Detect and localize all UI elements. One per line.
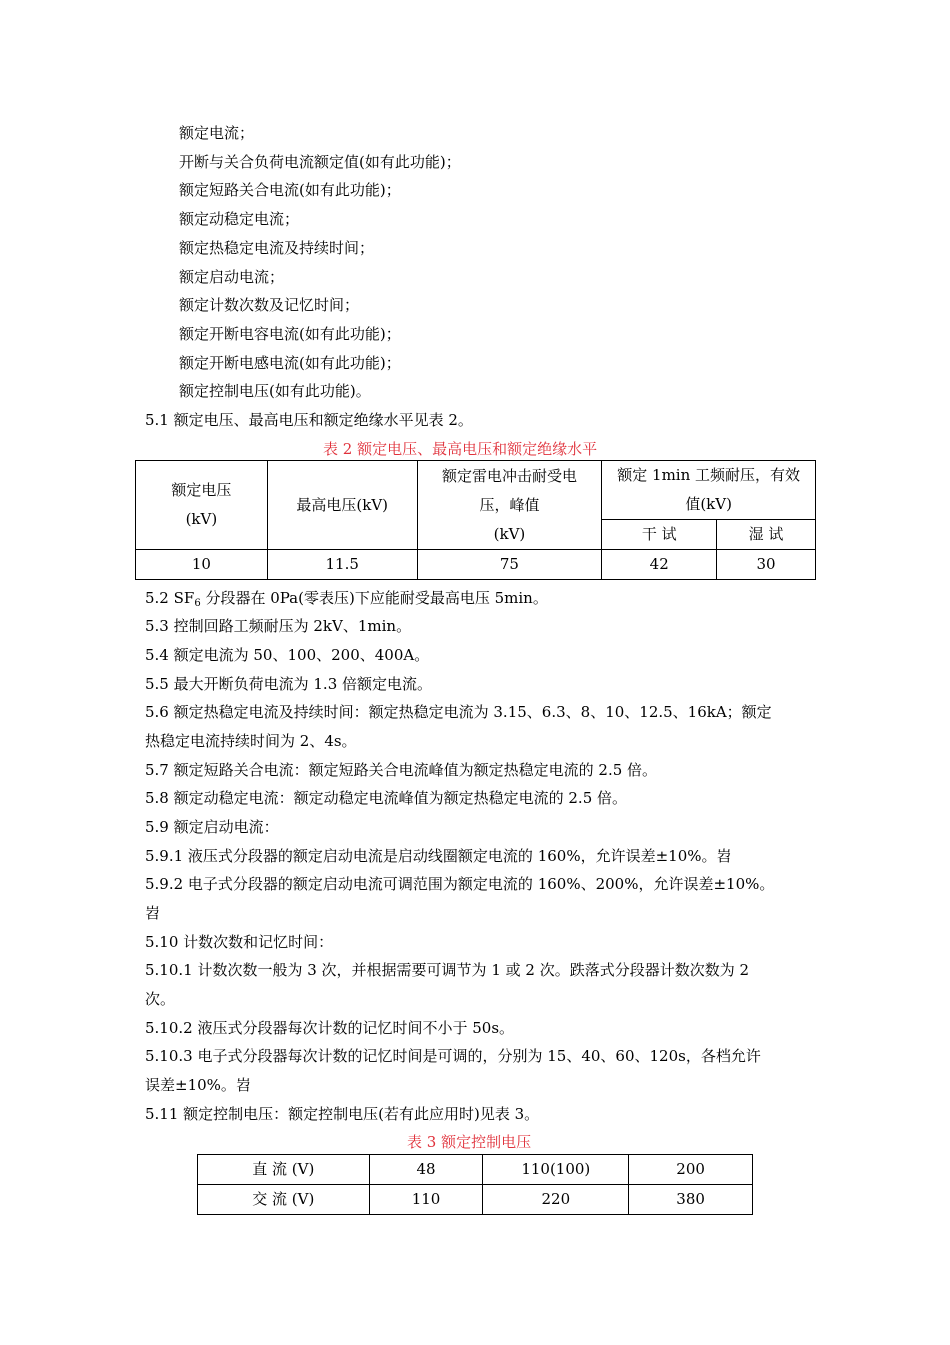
table-row (136, 550, 816, 580)
clause-5-1: 5.1 额定电压、最高电压和额定绝缘水平见表 2。 (145, 411, 473, 429)
list-item: 额定短路关合电流(如有此功能)； (179, 181, 401, 199)
table-cell: 10 (136, 550, 268, 580)
list-item: 额定开断电感电流(如有此功能)； (179, 354, 401, 372)
clause-5-7: 5.7 额定短路关合电流：额定短路关合电流峰值为额定热稳定电流的 2.5 倍。 (145, 761, 658, 779)
clause-5-9-1: 5.9.1 液压式分段器的额定启动电流是启动线圈额定电流的 160%，允许误差±10%。岧 (145, 847, 732, 865)
table-2-caption: 表 2 额定电压、最高电压和额定绝缘水平 (323, 440, 598, 458)
row-label-dc: 直 流 (V) (198, 1155, 370, 1185)
clause-5-10: 5.10 计数次数和记忆时间： (145, 933, 334, 951)
row-label-ac: 交 流 (V) (198, 1185, 370, 1215)
clause-5-10-1-cont: 次。 (145, 990, 176, 1008)
table-cell: 110 (369, 1185, 483, 1215)
table-cell: 110(100) (483, 1155, 629, 1185)
list-item: 额定热稳定电流及持续时间； (179, 239, 375, 257)
table-cell: 220 (483, 1185, 629, 1215)
table-cell: 200 (629, 1155, 753, 1185)
clause-5-10-2: 5.10.2 液压式分段器每次计数的记忆时间不小于 50s。 (145, 1019, 515, 1037)
clause-5-3: 5.3 控制回路工频耐压为 2kV、1min。 (145, 617, 412, 635)
list-item: 额定计数次数及记忆时间； (179, 296, 360, 314)
table-cell: 48 (369, 1155, 483, 1185)
clause-5-6-cont: 热稳定电流持续时间为 2、4s。 (145, 732, 357, 750)
header-max-voltage: 最高电压(kV) (267, 461, 417, 550)
table-cell: 75 (417, 550, 602, 580)
list-item: 额定电流； (179, 124, 255, 142)
table-cell: 380 (629, 1185, 753, 1215)
clause-5-9: 5.9 额定启动电流： (145, 818, 279, 836)
table-cell: 30 (717, 550, 816, 580)
table-3-caption: 表 3 额定控制电压 (407, 1133, 532, 1151)
table-cell: 11.5 (267, 550, 417, 580)
clause-5-10-3: 5.10.3 电子式分段器每次计数的记忆时间是可调的，分别为 15、40、60、120s，各档允许 (145, 1047, 761, 1065)
clause-5-9-2: 5.9.2 电子式分段器的额定启动电流可调范围为额定电流的 160%、200%，允许误差±10%。 (145, 875, 775, 893)
header-wet-test: 湿 试 (717, 520, 816, 550)
header-power-frequency: 额定 1min 工频耐压，有效 值(kV) (602, 461, 816, 520)
clause-5-10-1: 5.10.1 计数次数一般为 3 次，并根据需要可调节为 1 或 2 次。跌落式分段器计数次数为 2 (145, 961, 750, 979)
header-rated-voltage: 额定电压 (kV) (136, 461, 268, 550)
clause-5-4: 5.4 额定电流为 50、100、200、400A。 (145, 646, 430, 664)
clause-5-8: 5.8 额定动稳定电流：额定动稳定电流峰值为额定热稳定电流的 2.5 倍。 (145, 789, 628, 807)
table-row (198, 1185, 753, 1215)
header-impulse-voltage: 额定雷电冲击耐受电 压，峰值 (kV) (417, 461, 602, 550)
clause-5-6: 5.6 额定热稳定电流及持续时间：额定热稳定电流为 3.15、6.3、8、10、12.5、16kA；额定 (145, 703, 772, 721)
clause-5-10-3-cont: 误差±10%。岧 (145, 1076, 251, 1094)
header-dry-test: 干 试 (602, 520, 717, 550)
table-3 (197, 1154, 753, 1215)
list-item: 额定启动电流； (179, 268, 285, 286)
clause-5-11: 5.11 额定控制电压：额定控制电压(若有此应用时)见表 3。 (145, 1105, 540, 1123)
list-item: 开断与关合负荷电流额定值(如有此功能)； (179, 153, 461, 171)
clause-5-2: 5.2 $SF_6$ 分段器在 0Pa(零表压)下应能耐受最高电压 5min。 (145, 589, 548, 609)
clause-5-5: 5.5 最大开断负荷电流为 1.3 倍额定电流。 (145, 675, 433, 693)
table-cell: 42 (602, 550, 717, 580)
table-2 (135, 460, 816, 580)
clause-5-9-2-cont: 岧 (145, 904, 161, 922)
list-item: 额定控制电压(如有此功能)。 (179, 382, 371, 400)
list-item: 额定动稳定电流； (179, 210, 300, 228)
list-item: 额定开断电容电流(如有此功能)； (179, 325, 401, 343)
table-row (198, 1155, 753, 1185)
